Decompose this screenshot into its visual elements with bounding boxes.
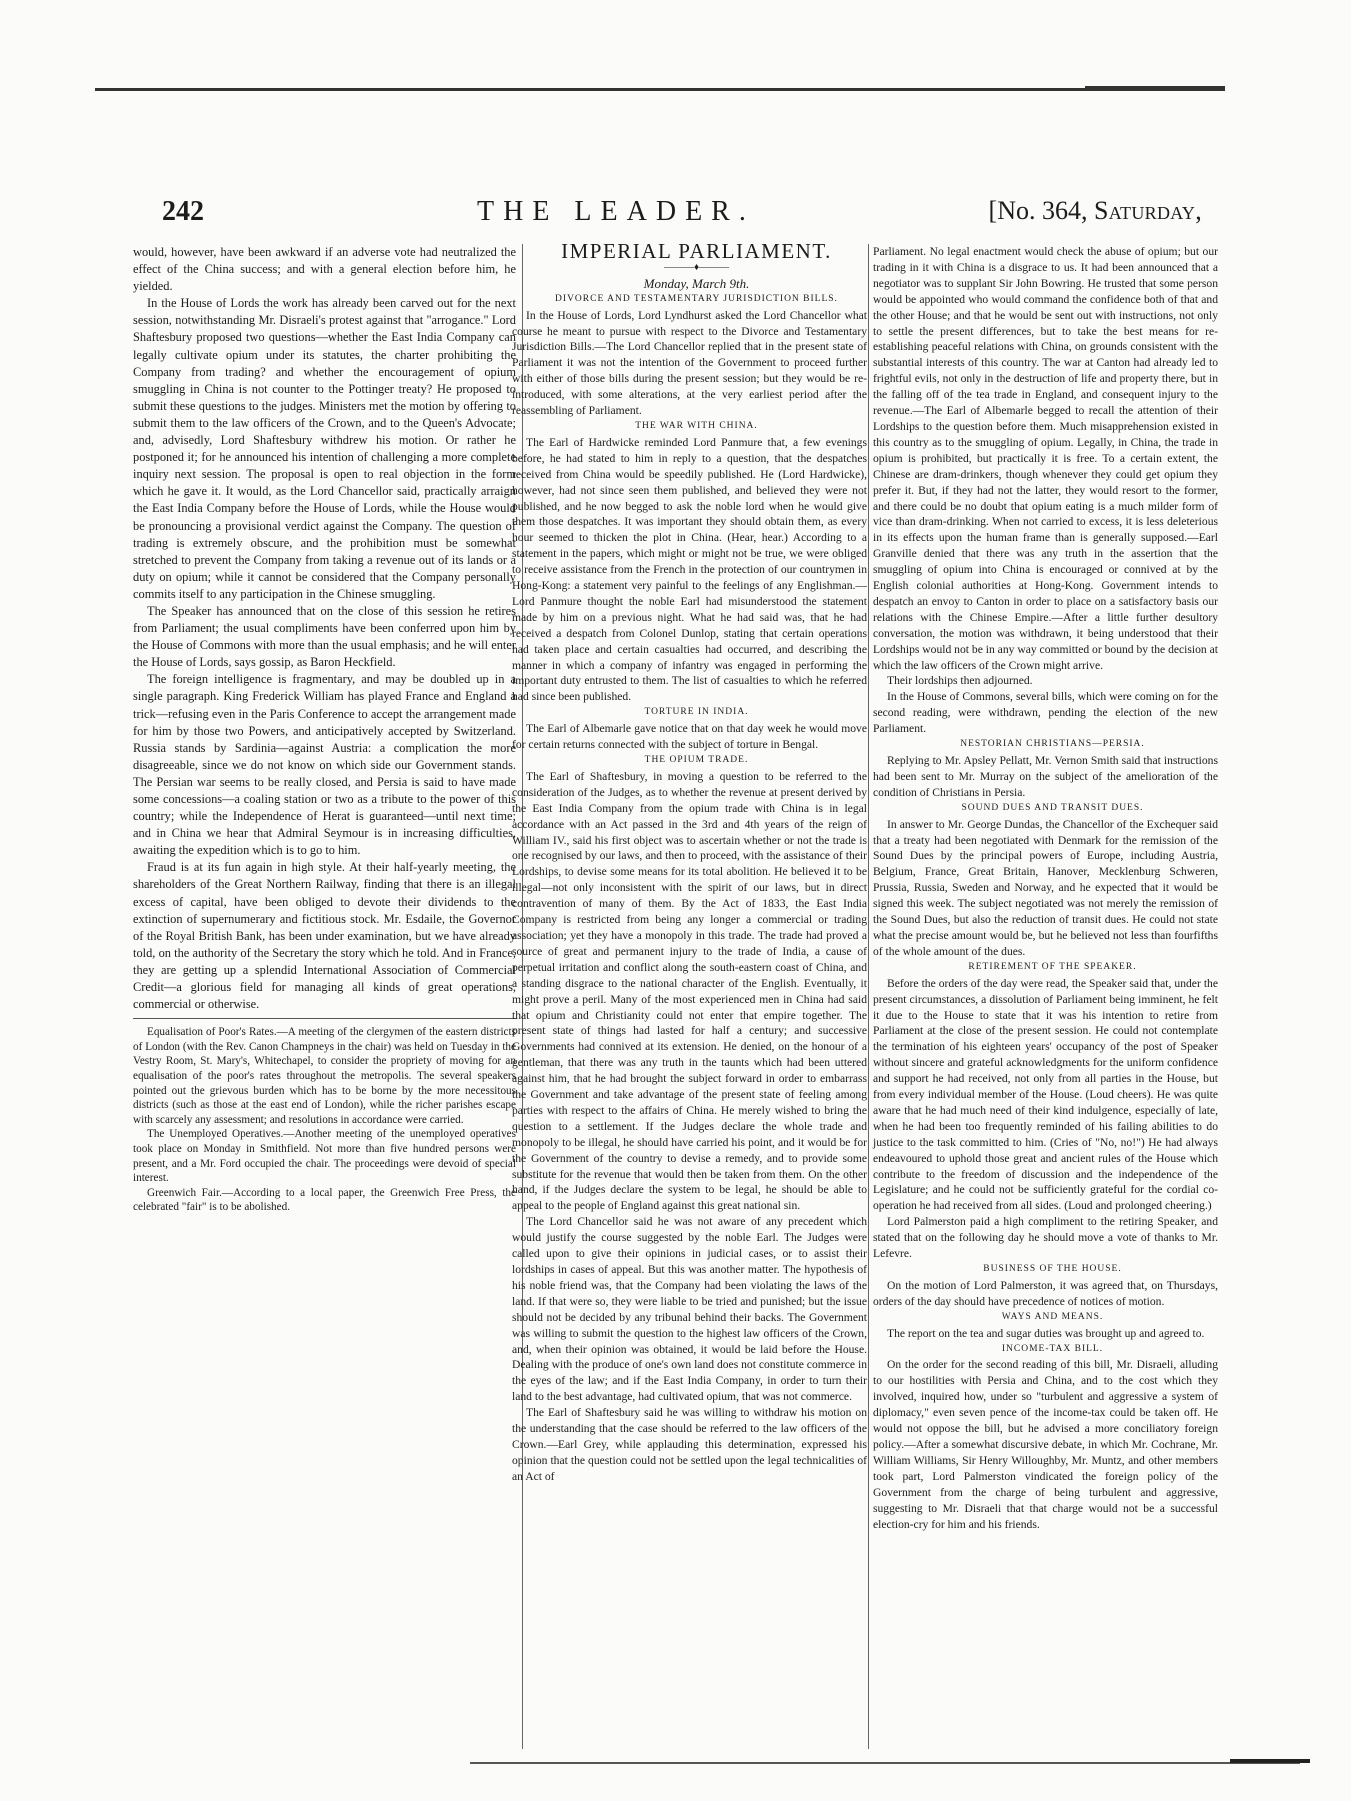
paragraph: On the motion of Lord Palmerston, it was agreed that, on Thursdays, orders of the day should have precedence of notices of motion. [873, 1278, 1218, 1308]
scan-edge-rule [95, 88, 1225, 91]
sitting-date: Monday, March 9th. [643, 275, 750, 291]
scan-edge-rule [470, 1762, 1300, 1764]
paragraph: Before the orders of the day were read, the Speaker said that, under the present circumstances, a dissolution of Parliament being imminent, he felt it due to the House to state that it was his intention to retire from Parliament at the close of the present session. He could not contemplate the termination of his eighteen years' occupancy of the post of Speaker without sincere and grateful acknowledgments for the uniform confidence and support he had received, not only from all parties in the House, but from every individual member of the House. (Loud cheers). He was quite aware that he had much need of their kind indulgence, especially of late, when he had been too frequently reminded of his failing abilities to do justice to the task committed to him. (Cries of "No, no!") He had always endeavoured to uphold those great and ancient rules of the House which contribute to the freedom of discussion and the independence of the Legislature; and he could not be sufficiently grateful for the cordial co-operation he had received from all sides. (Loud and prolonged cheering.) [873, 976, 1218, 1213]
subheading: BUSINESS OF THE HOUSE. [983, 1264, 1122, 1274]
issue-day: Saturday, [1093, 196, 1202, 225]
paragraph: The Lord Chancellor said he was not aware of any precedent which would justify the course suggested by the noble Earl. The Judges were called upon to give their opinions in judicial cases, or to assist their lordships in cases of appeal. But this was another matter. The hypothesis of his noble friend was, that the Company had been violating the laws of the land. If that were so, they were liable to be tried and punished; but the issue should not be decided by any tribunal behind their backs. The Government was willing to submit the question to the highest law officers of the Crown, and, when their opinion was obtained, it would be laid before the House. Dealing with the produce of one's own land does not constitute commerce in the eyes of the law; and if the East India Company, in order to turn their land to the best advantage, had cultivated opium, that was not commerce. [512, 1215, 867, 1404]
paragraph: In the House of Commons, several bills, which were coming on for the second reading, were withdrawn, pending the election of the new Parliament. [873, 690, 1218, 736]
section-heading: IMPERIAL PARLIAMENT. [561, 239, 832, 263]
masthead [162, 196, 1202, 228]
issue-label: [No. 364, [988, 196, 1088, 225]
subheading: INCOME-TAX BILL. [1001, 1343, 1104, 1354]
paragraph: The foreign intelligence is fragmentary, and may be doubled up in a single paragraph. King Frederick William has played France and England a trick—refusing even in the Paris Conference to accept the arrangement made for him by those two Powers, and anticipatively accepted by Switzerland. Russia stands by Sardinia—against Austria: a complication the more disagreeable, since we do not know on which side our Government stands. The Persian war seems to be really closed, and Persia is said to have made some concessions—a coaling station or two as a tribute to the power of this country; while the Independence of Herat is guaranteed—until next time; and in China we hear that Admiral Seymour is in increasing difficulties, awaiting the expedition which is to go to him. [133, 672, 516, 858]
paragraph: Lord Palmerston paid a high compliment to the retiring Speaker, and stated that on the following day he should move a vote of thanks to Mr. Lefevre. [873, 1215, 1218, 1261]
paragraph: The Earl of Hardwicke reminded Lord Panmure that, a few evenings before, he had stated to him in reply to a question, that the despatches received from China would be speedily published. He (Lord Hardwicke), however, had not since seen them published, and believed they were not published, and he now begged to ask the noble lord when he would give them those despatches. It was important they should obtain them, as every hour seemed to thicken the plot in China. (Hear, hear.) According to a statement in the papers, which might or might not be true, we were obliged to receive assistance from the French in the protection of our countrymen in Hong-Kong: a statement very painful to the feelings of any Englishman.—Lord Panmure thought the noble Earl had misunderstood the statement made by him on a previous night. What he had said was, that he had received a despatch from Colonel Dunlop, stating that certain operations had taken place and certain casualties had occurred, and describing the manner in which a company of infantry was engaged in performing the important duty entrusted to them. The list of casualties to which he referred had since been published. [512, 435, 867, 704]
news-briefs [133, 1025, 516, 1215]
paragraph: On the order for the second reading of this bill, Mr. Disraeli, alluding to our hostilities with Persia and China, and to the cost which they involved, inquired how, under so "turbulent and aggressive a system of diplomacy," even seven pence of the income-tax could be taken off. He would not oppose the bill, but he advised a more conciliatory foreign policy.—After a somewhat discursive debate, in which Mr. Cochrane, Mr. William Williams, Sir Henry Willoughby, Mr. Muntz, and other members took part, Lord Palmerston vindicated the foreign policy of the Government from the charge of being turbulent and aggressive, suggesting to Mr. Disraeli that that charge would not be a successful election-cry for him and his friends. [873, 1358, 1218, 1531]
paragraph: The Earl of Shaftesbury, in moving a question to be referred to the consideration of the Judges, as to whether the revenue at present derived by the East India Company from the opium trade with China is in legal accordance with an Act passed in the 3rd and 4th years of the reign of William IV., said his first object was to ascertain whether or not the trade is one recognised by our laws, and then to proceed, with the assistance of their Lordships, to devise some means for its total abolition. He believed it to be illegal—not only inconsistent with the spirit of our laws, but in direct contravention of many of them. By the Act of 1833, the East India Company is restricted from being any longer a commercial or trading association; yet they have a monopoly in this trade. The trade had proved a source of great and permanent injury to the trade of India, a cause of perpetual irritation and conflict along the south-eastern coast of China, and a standing disgrace to the national character of the English. Eventually, it might prove a peril. Many of the most experienced men in China had said that opium and Christianity could not enter that empire together. The present state of things had lasted for half a century; and successive Governments had connived at its extension. He denied, on the honour of a gentleman, that there was any truth in the taunts which had been uttered against him, that he had brought the subject forward in order to embarrass the Government and take advantage of the present state of feeling among parties with respect to the affairs of China. He merely wished to bring the question to a settlement. If the Judges declare the whole trade and monopoly to be illegal, he should have carried his point, and it would be for the Government of the country to devise a remedy, and to provide some substitute for the revenue that would then be taken from them. On the other hand, if the Judges declare the system to be legal, he should be able to appeal to the people of England against this great national sin. [512, 769, 867, 1213]
paragraph: In the House of Lords the work has already been carved out for the next session, notwithstanding Mr. Disraeli's protest against that "arrogance." Lord Shaftesbury proposed two questions—whether the East India Company can legally cultivate opium under its statutes, the charter prohibiting the Company from trading? and whether the encouragement of opium smuggling in China is not counter to the Pottinger treaty? He proposed to submit these questions to the judges. Ministers met the motion by offering to submit them to the law officers of the Crown, and to the Queen's Advocate; and, advisedly, Lord Shaftesbury withdrew his motion. Or rather he postponed it; for he announced his intention of challenging a more complete inquiry next session. The proposal is open to real objection in the form which he gave it. It would, as the Lord Chancellor said, practically arraign the East India Company before the House of Lords, while the House would be pronouncing a provisional verdict against the Company. The question of trading is extremely obscure, and the prohibition must be somewhat stretched to prevent the Company from taking a revenue out of its lands or a duty on opium; while it cannot be considered that the Company personally commits itself to any participation in the Chinese smuggling. [133, 296, 516, 601]
newspaper-title: THE LEADER. [477, 196, 755, 227]
paragraph: The Speaker has announced that on the close of this session he retires from Parliament; the usual compliments have been conferred upon him by the House of Commons with more than the usual emphasis; and he will enter the House of Lords, says gossip, as Baron Heckfield. [133, 603, 516, 670]
paragraph: Their lordships then adjourned. [887, 674, 1033, 688]
paragraph: Fraud is at its fun again in high style. At their half-yearly meeting, the shareholders of the Great Northern Railway, finding that there is an illegal excess of capital, have been obliged to devote their dividends to the extinction of supernumerary and fictitious stock. Mr. Esdaile, the Governor of the Royal British Bank, has been under examination, but we have already told, on the authority of the Secretary the story which he told. And in France, they are getting up a splendid International Association of Commercial Credit—a glorious field for managing all kinds of great operations, commercial or otherwise. [133, 860, 516, 1012]
subheading: SOUND DUES AND TRANSIT DUES. [961, 802, 1144, 813]
paragraph: In the House of Lords, Lord Lyndhurst asked the Lord Chancellor what course he meant to pursue with respect to the Divorce and Testamentary Jurisdiction Bills.—The Lord Chancellor replied that in the present state of Parliament it was not the intention of the Government to proceed further with either of those bills during the present session; but they would be re-introduced, with some alterations, at the very earliest period after the reassembling of Parliament. [512, 308, 867, 418]
paragraph: The Earl of Shaftesbury said he was willing to withdraw his motion on the understanding that the case should be referred to the law officers of the Crown.—Earl Grey, while applauding this determination, expressed his opinion that the question could not be settled upon the legal technicalities of an Act of [512, 1406, 867, 1483]
brief-item: The Unemployed Operatives.—Another meeting of the unemployed operatives took place on Monday in Smithfield. Not more than five hundred persons were present, and a Mr. Ford occupied the chair. The proceedings were devoid of special interest. [133, 1128, 516, 1185]
subheading: DIVORCE AND TESTAMENTARY JURISDICTION BILLS. [555, 293, 838, 304]
brief-item: Greenwich Fair.—According to a local paper, the Greenwich Free Press, the celebrated "fair" is to be abolished. [133, 1186, 516, 1214]
column-middle [512, 239, 867, 1485]
paragraph: Parliament. No legal enactment would check the abuse of opium; but our trading in it with China is a disgrace to us. It had been announced that a negotiator was to supplant Sir John Bowring. He trusted that some person would be appointed who would command the confidence both of that and the other House; and that he would be sent out with instructions, not only to settle the present differences, but to take the best means for re-establishing peaceful relations with China, on grounds consistent with the substantial interests of this country. The war at Canton had already led to frightful evils, not only in the destruction of life and property there, but in the falling off of the tea trade in England, and consequent injury to the revenue.—The Earl of Albemarle begged to recall the attention of their Lordships to the question before them. Much misapprehension existed in this country as to the smuggling of opium. Legally, in China, the trade in opium is prohibited, but practically it is free. To a certain extent, the Chinese are dram-drinkers, though whenever they could get opium they prefer it. But, if they had not the latter, they would resort to the former, and there could be no doubt that opium eating is a much milder form of vice than dram-drinking. When not carried to excess, it is less deleterious in its effects upon the human frame than is generally supposed.—Earl Granville denied that there was any truth in the assertion that the smuggling of opium into China is encouraged or connived at by the English colonial authorities at Hong-Kong. Government intends to despatch an envoy to Canton in order to place on a satisfactory basis our relations with the Chinese Empire.—After a little further desultory conversation, the motion was withdrawn, it being understood that their Lordships would not be in any way committed or bound by the decision at which the law officers of the Crown might arrive. [873, 245, 1218, 672]
subheading: NESTORIAN CHRISTIANS—PERSIA. [960, 739, 1145, 750]
section-divider [133, 1018, 516, 1019]
subheading: RETIREMENT OF THE SPEAKER. [968, 961, 1137, 972]
page-number: 242 [162, 196, 204, 227]
subheading: THE WAR WITH CHINA. [635, 420, 758, 431]
scan-edge-rule [1230, 1759, 1310, 1763]
scan-edge-rule [1085, 86, 1225, 88]
paragraph: The report on the tea and sugar duties was brought up and agreed to. [887, 1326, 1205, 1340]
brief-item: Equalisation of Poor's Rates.—A meeting of the clergymen of the eastern districts of London (with the Rev. Canon Champneys in the chair) was held on Tuesday in the Vestry Room, St. Mary's, Whitechapel, to consider the propriety of moving for an equalisation of the poor's rates throughout the metropolis. The several speakers pointed out the grievous burden which has to be borne by the more necessitous districts (such as those at the east end of London), while the richer parishes escape with scarcely any assessment; and resolutions in accordance were carried. [133, 1026, 516, 1126]
heading-ornament: ———♦——— [663, 261, 730, 273]
subheading: WAYS AND MEANS. [1001, 1311, 1104, 1322]
subheading: THE OPIUM TRADE. [644, 755, 749, 765]
paragraph: would, however, have been awkward if an adverse vote had neutralized the effect of the China success; and with a general election before him, he yielded. [133, 245, 516, 294]
paragraph: In answer to Mr. George Dundas, the Chancellor of the Exchequer said that a treaty had been negotiated with Denmark for the remission of the Sound Dues by the principal powers of Europe, including Austria, Belgium, France, Great Britain, Hanover, Mecklenburg Schweren, Prussia, Russia, Sweden and Norway, and he expected that it would be signed this week. The subject negotiated was not merely the remission of the Sound Dues, but also the reduction of transit dues. He could not state what the precise amount would be, but he believed not less than fourfifths of the whole amount of the dues. [873, 817, 1218, 958]
issue-number [989, 196, 1202, 226]
subheading: TORTURE IN INDIA. [644, 707, 749, 718]
column-divider [868, 244, 869, 1749]
column-right [873, 244, 1218, 1532]
paragraph: The Earl of Albemarle gave notice that on that day week he would move for certain returns connected with the subject of torture in Bengal. [512, 722, 867, 752]
paragraph: Replying to Mr. Apsley Pellatt, Mr. Vernon Smith said that instructions had been sent to Mr. Murray on the subject of the amelioration of the condition of Christians in Persia. [873, 754, 1218, 799]
column-left [133, 244, 516, 1215]
